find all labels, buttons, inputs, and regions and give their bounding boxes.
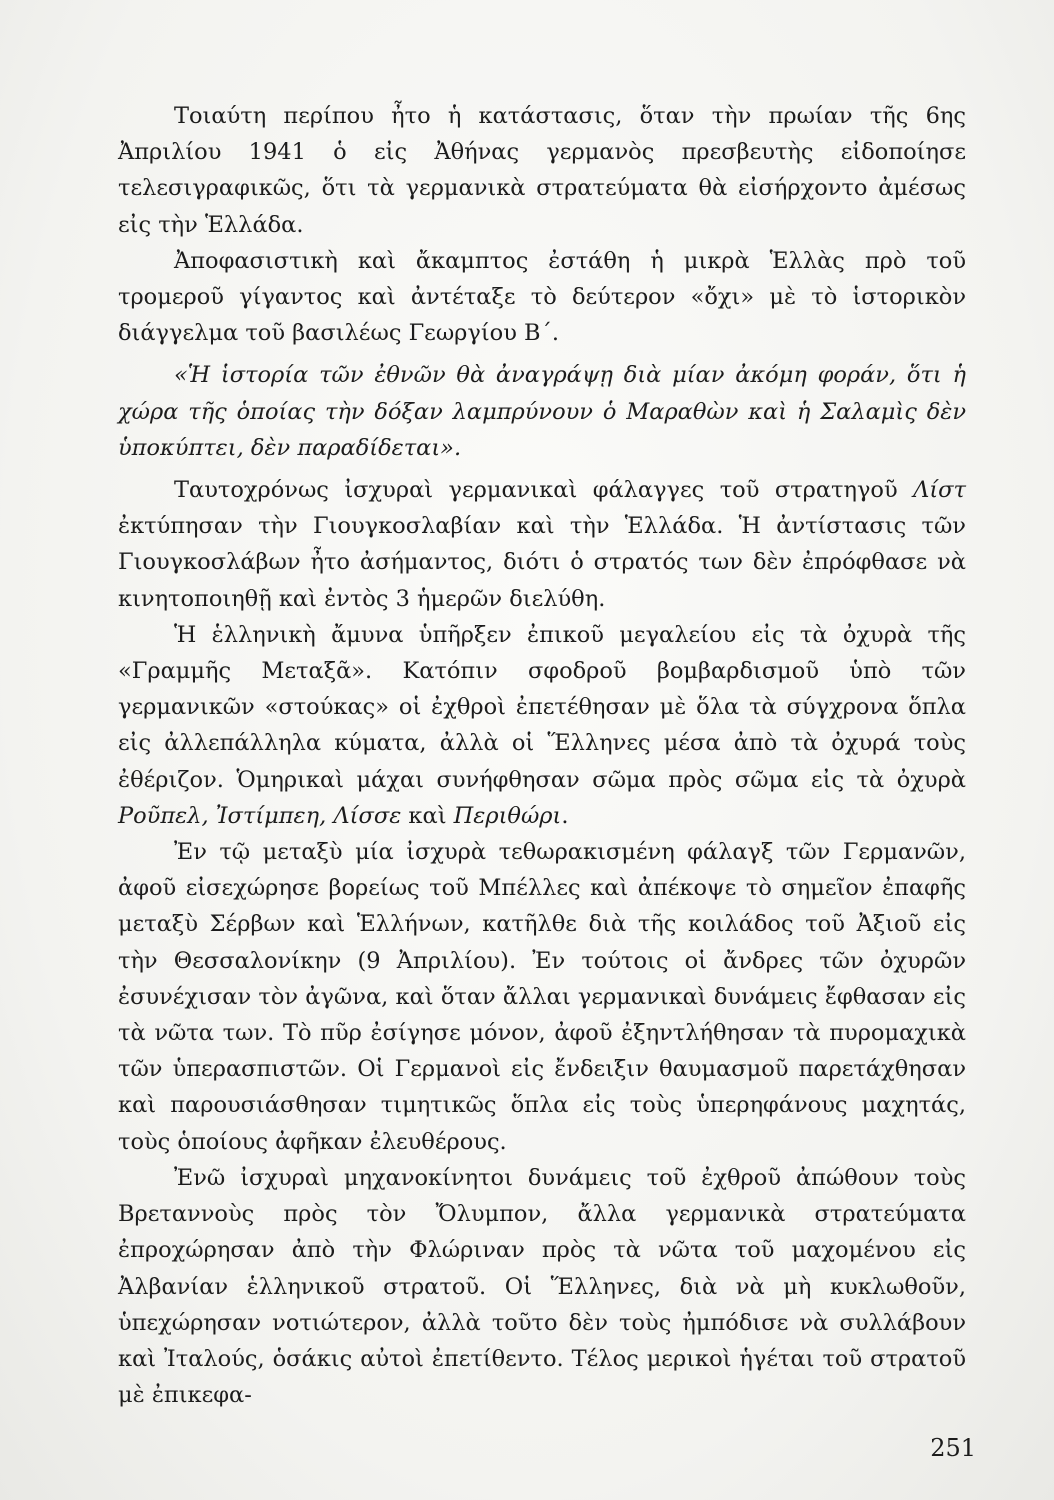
fort-names: Ροῦπελ, Ἰστίμπεη, Λίσσε — [118, 802, 402, 829]
body-text — [118, 98, 966, 1413]
page-number: 251 — [930, 1434, 976, 1462]
paragraph-thessaloniki: Ἐν τῷ μεταξὺ μία ἰσχυρὰ τεθωρακισμένη φάλαγξ τῶν Γερμανῶν, ἀφοῦ εἰσεχώρησε βορείως τοῦ Μπέλλες καὶ ἀπέκοψε τὸ σημεῖον ἐπαφῆς μεταξὺ Σέρβων καὶ Ἑλλήνων, κατῆλθε διὰ τῆς κοιλάδος τοῦ Ἀξιοῦ εἰς τὴν Θεσσαλονίκην (9 Ἀπριλίου). Ἐν τούτοις οἱ ἄνδρες τῶν ὀχυρῶν ἐσυνέχισαν τὸν ἀγῶνα, καὶ ὅταν ἄλλαι γερμανικαὶ δυνάμεις ἔφθασαν εἰς τὰ νῶτα των. Τὸ πῦρ ἐσίγησε μόνον, ἀφοῦ ἐξηντλήθησαν τὰ πυρομαχικὰ τῶν ὑπερασπιστῶν. Οἱ Γερμανοὶ εἰς ἔνδειξιν θαυμασμοῦ παρετάχθησαν καὶ παρουσιάσθησαν τιμητικῶς ὅπλα εἰς τοὺς ὑπερηφάνους μαχητάς, τοὺς ὁποίους ἀφῆκαν ἐλευθέρους. — [118, 839, 966, 1155]
paragraph-retreat: Ἐνῶ ἰσχυραὶ μηχανοκίνητοι δυνάμεις τοῦ ἐχθροῦ ἀπώθουν τοὺς Βρεταννοὺς πρὸς τὸν Ὄλυμπον, ἄλλα γερμανικὰ στρατεύματα ἐπροχώρησαν ἀπὸ τὴν Φλώριναν πρὸς τὰ νῶτα τοῦ μαχομένου εἰς Ἀλβανίαν ἑλληνικοῦ στρατοῦ. Οἱ Ἕλληνες, διὰ νὰ μὴ κυκλωθοῦν, ὑπεχώρησαν νοτιώτερον, ἀλλὰ τοῦτο δὲν τοὺς ἠμπόδισε νὰ συλλάβουν καὶ Ἰταλούς, ὁσάκις αὐτοὶ ἐπετίθεντο. Τέλος μερικοὶ ἡγέται τοῦ στρατοῦ μὲ ἐπικεφα- — [118, 1164, 966, 1409]
paragraph-ultimatum: Τοιαύτη περίπου ἦτο ἡ κατάστασις, ὅταν τὴν πρωίαν τῆς 6ης Ἀπριλίου 1941 ὁ εἰς Ἀθήνας γερμανὸς πρεσβευτὴς εἰδοποίησε τελεσιγραφικῶς, ὅτι τὰ γερμανικὰ στρατεύματα θὰ εἰσήρχοντο ἀμέσως εἰς τὴν Ἑλλάδα. — [118, 103, 966, 238]
paragraph-king-proclamation-quote: «Ἡ ἱστορία τῶν ἐθνῶν θὰ ἀναγράψῃ διὰ μίαν ἀκόμη φοράν, ὅτι ἡ χώρα τῆς ὁποίας τὴν δόξαν λαμπρύνουν ὁ Μαραθὼν καὶ ἡ Σαλαμὶς δὲν ὑποκύπτει, δὲν παραδίδεται». — [118, 362, 966, 461]
paragraph-metaxas-line: Ἡ ἑλληνικὴ ἄμυνα ὑπῆρξεν ἐπικοῦ μεγαλείου εἰς τὰ ὀχυρὰ τῆς «Γραμμῆς Μεταξᾶ». Κατόπιν σφοδροῦ βομβαρδισμοῦ ὑπὸ τῶν γερμανικῶν «στούκας» οἱ ἐχθροὶ ἐπετέθησαν μὲ ὅλα τὰ σύγχρονα ὅπλα εἰς ἀλλεπάλληλα κύματα, ἀλλὰ οἱ Ἕλληνες μέσα ἀπὸ τὰ ὀχυρά τοὺς ἐθέριζον. Ὁμηρικαὶ μάχαι συνήφθησαν σῶμα πρὸς σῶμα εἰς τὰ ὀχυρὰ Ροῦπελ, Ἰστίμπεη, Λίσσε καὶ Περιθώρι. — [118, 621, 966, 829]
paragraph-second-no: Ἀποφασιστικὴ καὶ ἄκαμπτος ἐστάθη ἡ μικρὰ Ἑλλὰς πρὸ τοῦ τρομεροῦ γίγαντος καὶ ἀντέταξε τὸ δεύτερον «ὄχι» μὲ τὸ ἱστορικὸν διάγγελμα τοῦ βασιλέως Γεωργίου Β΄. — [118, 247, 966, 347]
fort-name-last: Περιθώρι — [453, 802, 562, 829]
paragraph-yugoslavia-attack: Ταυτοχρόνως ἰσχυραὶ γερμανικαὶ φάλαγγες τοῦ στρατηγοῦ Λίστ ἐκτύπησαν τὴν Γιουγκοσλαβίαν καὶ τὴν Ἑλλάδα. Ἡ ἀντίστασις τῶν Γιουγκοσλάβων ἦτο ἀσήμαντος, διότι ὁ στρατός των δὲν ἐπρόφθασε νὰ κινητοποιηθῇ καὶ ἐντὸς 3 ἡμερῶν διελύθη. — [118, 477, 966, 612]
general-name: Λίστ — [913, 477, 966, 504]
